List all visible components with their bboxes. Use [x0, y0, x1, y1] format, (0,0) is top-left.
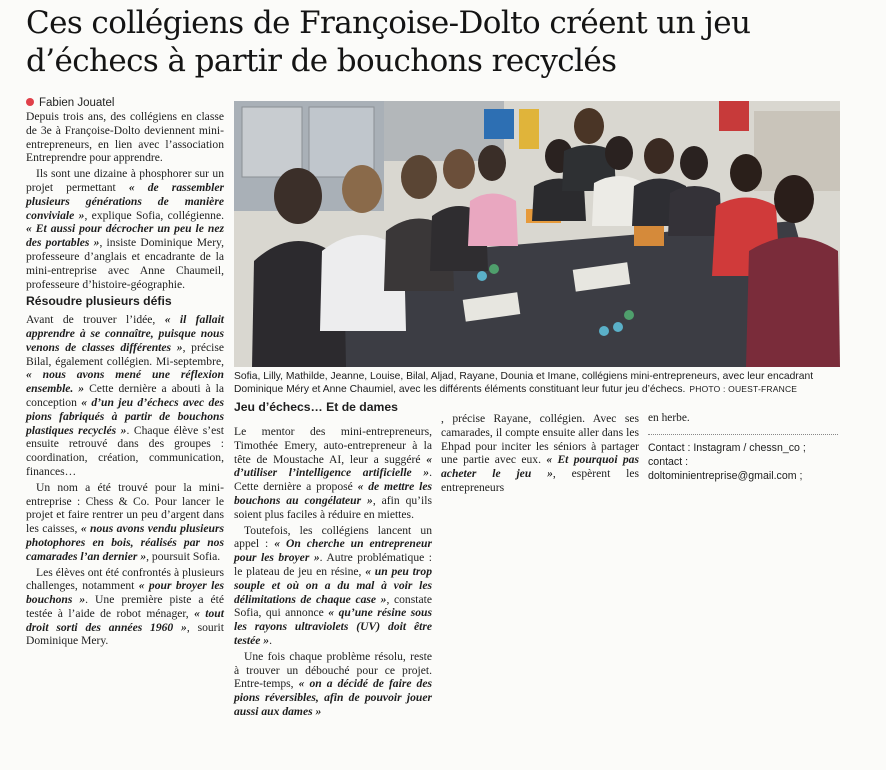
article-photo: [234, 101, 840, 367]
paragraph: en herbe.: [648, 412, 690, 424]
author-dot-icon: [26, 98, 34, 106]
subhead-jeu-echecs: Jeu d’échecs… Et de dames: [234, 400, 398, 414]
photo-credit: PHOTO : OUEST-FRANCE: [689, 384, 798, 394]
byline: [26, 97, 226, 109]
contact-email: doltominientreprise@gmail.com ;: [648, 469, 803, 482]
paragraph: Une fois chaque problème résolu, reste à trouver un débouché pour ce projet. Entre-temps, « on a décidé de faire des pions réversibles, afin de pouvoir jouer aussi aux dames »: [234, 649, 432, 718]
contact-label: contact :: [648, 455, 689, 468]
photo-caption: Sofia, Lilly, Mathilde, Jeanne, Louise, Bilal, Aljad, Rayane, Dounia et Imane, collégiens mini-entrepreneurs, avec leur encadrant Dominique Méry et Anne Chaumiel, avec les différents éléments constituant leur futur jeu d’échecs. PHOTO : OUEST-FRANCE: [234, 371, 814, 395]
group-photo-illustration: [234, 101, 840, 367]
paragraph: Toutefois, les collégiens lancent un appel : « On cherche un entrepreneur pour les broyer ». Autre problématique : le plateau de jeu en résine, « un peu trop souple et où on a du mal à voir les délimitations de chaque case », constate Sofia, qui annonce « qu’une résine sous les rayons ultraviolets (UV) doit être testée ».: [234, 523, 432, 647]
paragraph: Ils sont une dizaine à phosphorer sur un projet permettant « de rassembler plusieurs générations de manière conviviale », explique Sofia, collégienne. « Et aussi pour décrocher un peu le nez des portables », insiste Dominique Mery, professeure d’anglais et encadrante de la mini-entreprise avec Anne Chaumeil, professeure d’histoire-géographie.: [26, 167, 224, 291]
contact-instagram: Contact : Instagram / chessn_co ;: [648, 441, 806, 454]
paragraph: Depuis trois ans, des collégiens en classe de 3e à Françoise-Dolto deviennent mini-entrepreneurs, en lien avec l’association Entreprendre pour apprendre.: [26, 110, 224, 165]
author-name: Fabien Jouatel: [39, 97, 115, 109]
subhead-resoudre: Résoudre plusieurs défis: [26, 294, 172, 309]
column-3: [441, 412, 639, 497]
paragraph: Avant de trouver l’idée, « il fallait apprendre à se connaître, puisque nous venons de classes différentes », précise Bilal, également collégien. Mi-septembre, « nous avons mené une réflexion ensemble. » Cette dernière a abouti à la conception « d’un jeu d’échecs avec des pions fabriqués à partir de bouchons plastiques recyclés ». Chaque élève s’est ensuite retrouvé dans des groupes : coordination, création, communication, finances…: [26, 313, 225, 478]
paragraph: Le mentor des mini-entrepreneurs, Timothée Emery, auto-entrepreneur à la tête de Moustache AI, leur a suggéré « d’utiliser l’intelligence artificielle ». Cette dernière a proposé « de mettre les bouchons au congélateur », afin qu’ils soient plus faciles à réduire en miettes.: [234, 425, 433, 521]
column-1: [26, 110, 224, 650]
headline: Ces collégiens de Françoise-Dolto créent un jeu d’échecs à partir de bouchons recyclés: [26, 5, 751, 79]
column-4: [648, 412, 838, 483]
paragraph: , précise Rayane, collégien. Avec ses camarades, il compte ensuite aller dans les Ehpad pour inciter les séniors à partager une partie avec eux. « Et pourquoi pas acheter le jeu », espèrent les entrepreneurs: [441, 412, 640, 494]
contact-box: [648, 434, 838, 483]
column-2: [234, 425, 432, 721]
paragraph: Les élèves ont été confrontés à plusieurs challenges, notamment « pour broyer les bouchons ». Une première piste a été testée à l’aide de robot ménager, « tout droit sorti des années 1960 », sourit Dominique Mery.: [26, 565, 224, 648]
paragraph: Un nom a été trouvé pour la mini-entreprise : Chess & Co. Pour lancer le projet et faire rentrer un peu d’argent dans les caisses, « nous avons vendu plusieurs photophores en bois, réalisés par nos camarades l’an dernier », poursuit Sofia.: [26, 480, 224, 563]
